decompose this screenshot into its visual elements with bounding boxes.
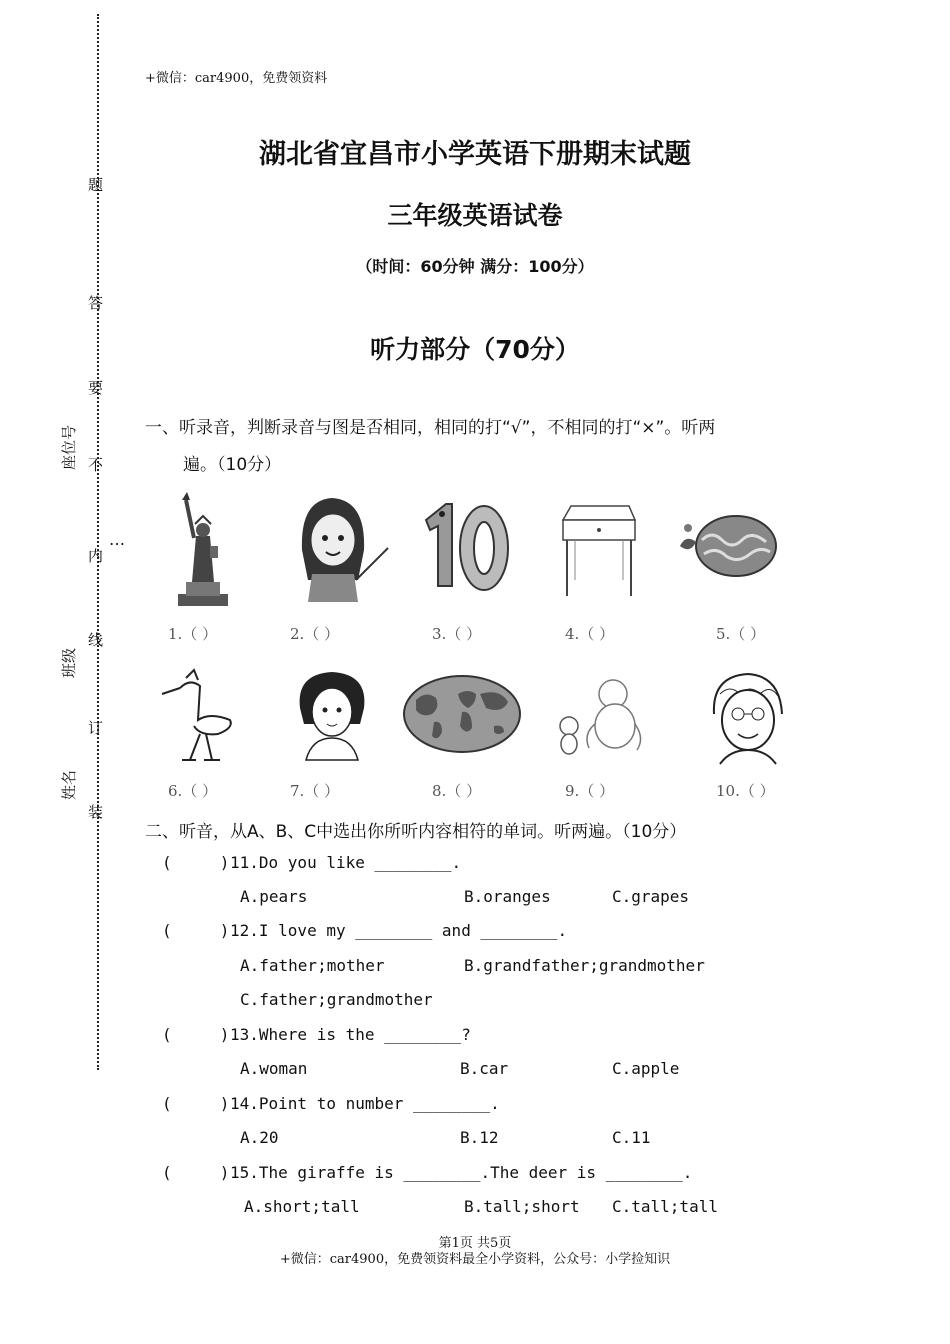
part2-heading: 二、听音，从A、B、C中选出你所听内容相符的单词。听两遍。（10分） [145, 822, 687, 842]
exam-time-info: （时间：60分钟 满分：100分） [356, 257, 594, 276]
picture-answer-6: 6.（ ） [168, 782, 218, 800]
q14-option-c[interactable]: C.11 [612, 1128, 651, 1147]
q11-option-c[interactable]: C.grapes [612, 887, 690, 906]
seal-char-5: 内 [88, 547, 104, 565]
answer-bracket-14[interactable]: ( ) [162, 1094, 230, 1113]
world-map-icon [402, 674, 512, 794]
q13-option-c[interactable]: C.apple [612, 1059, 680, 1078]
q11-option-a[interactable]: A.pears [240, 887, 308, 906]
answer-bracket-11[interactable]: ( ) [162, 853, 230, 872]
number-ten-icon [412, 490, 522, 610]
question-12-stem: 12.I love my ________ and ________. [230, 921, 568, 940]
statue-of-liberty-icon [150, 490, 260, 610]
watermark-top: +微信：car4900，免费领资料 [145, 71, 328, 86]
seat-number-label: 座位号 [60, 424, 78, 470]
answer-bracket-15[interactable]: ( ) [162, 1163, 230, 1182]
page-number: 第1页 共5页 [438, 1236, 512, 1251]
desk-icon [545, 490, 655, 610]
picture-answer-2: 2.（ ） [290, 625, 340, 643]
q14-option-a[interactable]: A.20 [240, 1128, 279, 1147]
q12-option-a[interactable]: A.father;mother [240, 956, 385, 975]
q13-option-a[interactable]: A.woman [240, 1059, 308, 1078]
page-subtitle: 三年级英语试卷 [387, 201, 563, 230]
seal-char-7: 订 [88, 719, 104, 737]
q14-option-b[interactable]: B.12 [460, 1128, 499, 1147]
seal-char-2: 答 [88, 294, 104, 312]
part1-heading: 一、听录音，判断录音与图是否相同，相同的打“√”，不相同的打“×”。听两 [145, 418, 716, 438]
binding-dotted-line [97, 14, 99, 1070]
part1-heading-cont: 遍。（10分） [183, 455, 282, 475]
q15-option-b[interactable]: B.tall;short [464, 1197, 580, 1216]
answer-bracket-12[interactable]: ( ) [162, 921, 230, 940]
watermark-bottom: +微信：car4900，免费领资料最全小学资料，公众号：小学捡知识 [279, 1252, 671, 1267]
q13-option-b[interactable]: B.car [460, 1059, 509, 1078]
teacher-icon [282, 490, 392, 610]
watermelon-icon [672, 490, 782, 610]
picture-answer-5: 5.（ ） [716, 625, 766, 643]
q15-option-a[interactable]: A.short;tall [244, 1197, 360, 1216]
class-label: 班级 [60, 647, 78, 678]
question-15-stem: 15.The giraffe is ________.The deer is ________. [230, 1163, 693, 1182]
monkeys-icon [545, 664, 655, 784]
grandmother-icon [700, 664, 810, 784]
seal-char-4: 不 [88, 456, 104, 474]
picture-answer-3: 3.（ ） [432, 625, 482, 643]
margin-ellipsis: … [109, 530, 125, 549]
question-13-stem: 13.Where is the ________? [230, 1025, 471, 1044]
picture-answer-1: 1.（ ） [168, 625, 218, 643]
seal-char-6: 线 [88, 631, 104, 649]
picture-answer-8: 8.（ ） [432, 782, 482, 800]
name-label: 姓名 [60, 769, 78, 800]
answer-bracket-13[interactable]: ( ) [162, 1025, 230, 1044]
seal-char-3: 要 [88, 379, 104, 397]
picture-answer-9: 9.（ ） [565, 782, 615, 800]
q12-option-b[interactable]: B.grandfather;grandmother [464, 956, 705, 975]
picture-answer-7: 7.（ ） [290, 782, 340, 800]
seal-char-8: 装 [88, 803, 104, 821]
seal-char-1: 题 [88, 176, 104, 194]
q12-option-c[interactable]: C.father;grandmother [240, 990, 433, 1009]
question-14-stem: 14.Point to number ________. [230, 1094, 500, 1113]
picture-answer-4: 4.（ ） [565, 625, 615, 643]
picture-answer-10: 10.（ ） [716, 782, 775, 800]
q11-option-b[interactable]: B.oranges [464, 887, 551, 906]
bird-icon [150, 664, 260, 784]
q15-option-c[interactable]: C.tall;tall [612, 1197, 718, 1216]
listening-section-title: 听力部分（70分） [370, 335, 580, 364]
question-11-stem: 11.Do you like ________. [230, 853, 462, 872]
page-title: 湖北省宜昌市小学英语下册期末试题 [259, 139, 691, 170]
girl-icon [282, 664, 392, 784]
